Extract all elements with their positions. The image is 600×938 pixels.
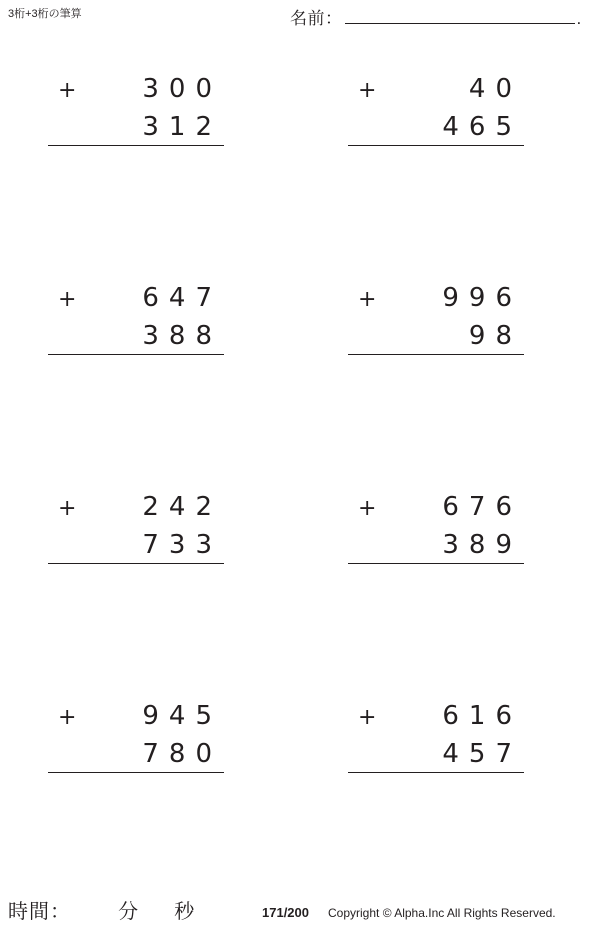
minutes-unit: 分	[118, 901, 140, 923]
answer-rule	[48, 354, 224, 355]
vertical-calculation	[348, 275, 524, 355]
addend-first: 945	[142, 701, 222, 731]
addend-first: 242	[142, 492, 222, 522]
addend-row-bottom	[348, 313, 524, 351]
page-footer	[0, 890, 600, 924]
addend-row-bottom	[348, 522, 524, 560]
answer-rule	[348, 354, 524, 355]
seconds-unit: 秒	[174, 901, 196, 923]
plus-operator: +	[58, 496, 77, 521]
plus-operator: +	[58, 705, 77, 730]
addend-row-bottom	[348, 731, 524, 769]
addend-first: 40	[468, 74, 522, 104]
answer-rule	[348, 563, 524, 564]
answer-rule	[348, 772, 524, 773]
name-period: .	[576, 9, 582, 28]
plus-operator: +	[58, 78, 77, 103]
name-area	[290, 4, 581, 29]
plus-operator: +	[358, 705, 377, 730]
addend-first: 996	[442, 283, 522, 313]
plus-operator: +	[358, 287, 377, 312]
problem-item	[300, 675, 600, 884]
problem-item	[0, 466, 300, 675]
problem-grid	[0, 48, 600, 884]
addend-first: 676	[442, 492, 522, 522]
vertical-calculation	[348, 66, 524, 146]
addend-second: 389	[442, 530, 522, 560]
addend-row-bottom	[48, 313, 224, 351]
page-count: 171/200	[262, 905, 309, 920]
addend-second: 312	[142, 112, 222, 142]
page-header	[0, 0, 600, 40]
addend-second: 457	[442, 739, 522, 769]
addend-row-bottom	[348, 104, 524, 142]
problem-item	[0, 48, 300, 257]
vertical-calculation	[48, 66, 224, 146]
problem-item	[0, 675, 300, 884]
addend-row-bottom	[48, 104, 224, 142]
plus-operator: +	[358, 496, 377, 521]
time-record-area	[8, 895, 195, 924]
plus-operator: +	[58, 287, 77, 312]
addend-first: 300	[142, 74, 222, 104]
problem-item	[300, 48, 600, 257]
answer-rule	[48, 563, 224, 564]
addend-second: 780	[142, 739, 222, 769]
addend-second: 98	[468, 321, 522, 351]
plus-operator: +	[358, 78, 377, 103]
answer-rule	[48, 772, 224, 773]
worksheet-title: 3桁+3桁の筆算	[8, 8, 82, 20]
addend-first: 647	[142, 283, 222, 313]
addend-first: 616	[442, 701, 522, 731]
problem-item	[300, 257, 600, 466]
vertical-calculation	[48, 693, 224, 773]
answer-rule	[348, 145, 524, 146]
vertical-calculation	[348, 484, 524, 564]
copyright-notice: Copyright © Alpha.Inc All Rights Reserved.	[328, 906, 556, 920]
name-label: 名前：	[290, 9, 343, 28]
addend-row-bottom	[48, 731, 224, 769]
name-input-line[interactable]	[345, 6, 575, 24]
addend-second: 465	[442, 112, 522, 142]
problem-item	[0, 257, 300, 466]
addend-row-bottom	[48, 522, 224, 560]
problem-item	[300, 466, 600, 675]
time-label: 時間：	[8, 901, 71, 923]
vertical-calculation	[348, 693, 524, 773]
vertical-calculation	[48, 275, 224, 355]
vertical-calculation	[48, 484, 224, 564]
addend-second: 388	[142, 321, 222, 351]
addend-second: 733	[142, 530, 222, 560]
answer-rule	[48, 145, 224, 146]
